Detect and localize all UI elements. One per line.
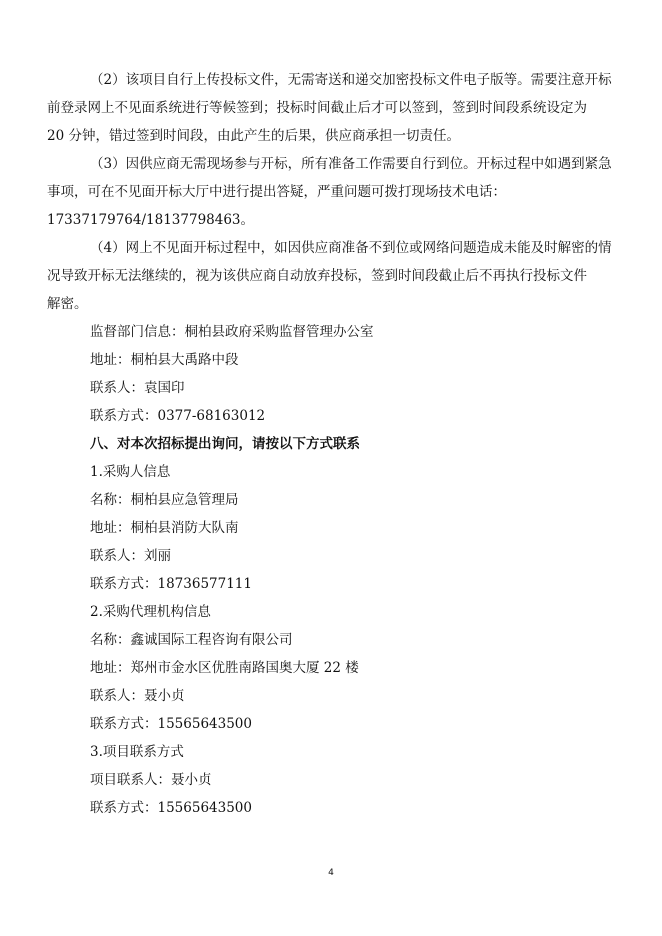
paragraph-preparation-notice <box>47 150 612 234</box>
paragraph-line: 解密。 <box>47 296 88 312</box>
supervision-contact: 联系人：袁国印 <box>90 380 185 396</box>
section-heading: 八、对本次招标提出询问，请按以下方式联系 <box>90 436 360 452</box>
purchaser-phone: 联系方式：18736577111 <box>90 576 252 592</box>
page-number: 4 <box>328 868 334 878</box>
agency-name: 名称：鑫诚国际工程咨询有限公司 <box>90 632 293 648</box>
purchaser-name: 名称：桐柏县应急管理局 <box>90 492 239 508</box>
purchaser-contact: 联系人：刘丽 <box>90 548 171 564</box>
purchaser-address: 地址：桐柏县消防大队南 <box>90 520 239 536</box>
paragraph-line: （4）网上不见面开标过程中，如因供应商准备不到位或网络问题造成未能及时解密的情 <box>90 240 612 256</box>
supervision-dept: 监督部门信息：桐柏县政府采购监督管理办公室 <box>90 324 374 340</box>
project-contact: 项目联系人：聂小贞 <box>90 772 212 788</box>
agency-title: 2.采购代理机构信息 <box>90 604 211 620</box>
agency-address: 地址：郑州市金水区优胜南路国奥大厦 22 楼 <box>90 660 359 676</box>
paragraph-line: 事项，可在不见面开标大厅中进行提出答疑，严重问题可拨打现场技术电话： <box>47 184 506 200</box>
agency-contact: 联系人：聂小贞 <box>90 688 185 704</box>
paragraph-decryption-notice <box>47 234 612 318</box>
document-body <box>47 66 612 822</box>
project-title: 3.项目联系方式 <box>90 744 184 760</box>
paragraph-line: （3）因供应商无需现场参与开标，所有准备工作需要自行到位。开标过程中如遇到紧急 <box>90 156 612 172</box>
paragraph-line: 前登录网上不见面系统进行等候签到；投标时间截止后才可以签到，签到时间段系统设定为 <box>47 100 587 116</box>
purchaser-title: 1.采购人信息 <box>90 464 171 480</box>
project-phone: 联系方式：15565643500 <box>90 800 252 816</box>
paragraph-line: （2）该项目自行上传投标文件，无需寄送和递交加密投标文件电子版等。需要注意开标 <box>90 72 612 88</box>
supervision-phone: 联系方式：0377-68163012 <box>90 408 266 424</box>
agency-phone: 联系方式：15565643500 <box>90 716 252 732</box>
paragraph-line: 17337179764/18137798463。 <box>47 212 255 228</box>
supervision-address: 地址：桐柏县大禹路中段 <box>90 352 239 368</box>
paragraph-upload-notice <box>47 66 612 150</box>
paragraph-line: 况导致开标无法继续的，视为该供应商自动放弃投标，签到时间段截止后不再执行投标文件 <box>47 268 587 284</box>
paragraph-line: 20 分钟，错过签到时间段，由此产生的后果，供应商承担一切责任。 <box>47 128 460 144</box>
